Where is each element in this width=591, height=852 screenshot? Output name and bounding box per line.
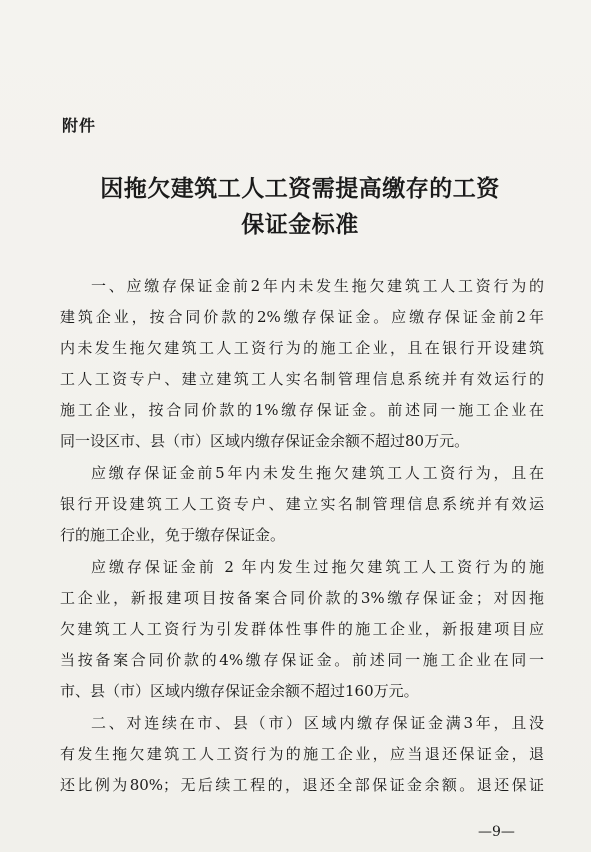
document-title-line-2: 保证金标准 <box>241 211 359 238</box>
paragraph-3-line-4: 当按备案合同价款的4%缴存保证金。前述同一施工企业在同一 <box>60 651 544 669</box>
paragraph-1-line-4: 工人工资专户、建立建筑工人实名制管理信息系统并有效运行的 <box>60 370 544 388</box>
paragraph-4-line-2: 有发生拖欠建筑工人工资行为的施工企业，应当退还保证金，退 <box>60 745 544 763</box>
paragraph-2-line-1: 应缴存保证金前5年内未发生拖欠建筑工人工资行为，且在 <box>91 464 544 482</box>
paragraph-1-line-3: 内未发生拖欠建筑工人工资行为的施工企业，且在银行开设建筑 <box>60 339 544 357</box>
paragraph-3-line-5: 市、县（市）区域内缴存保证金余额不超过160万元。 <box>60 682 419 700</box>
attachment-label: 附件 <box>62 116 97 135</box>
paragraph-2-line-3: 行的施工企业，免于缴存保证金。 <box>60 526 286 544</box>
paragraph-1-line-1: 一、应缴存保证金前2年内未发生拖欠建筑工人工资行为的 <box>91 277 544 295</box>
paragraph-3-line-3: 欠建筑工人工资行为引发群体性事件的施工企业，新报建项目应 <box>60 620 544 638</box>
paragraph-1-line-6: 同一设区市、县（市）区域内缴存保证金余额不超过80万元。 <box>60 432 470 450</box>
paragraph-3-line-2: 工企业，新报建项目按备案合同价款的3%缴存保证金；对因拖 <box>60 589 544 607</box>
paragraph-2-line-2: 银行开设建筑工人工资专户、建立实名制管理信息系统并有效运 <box>60 495 544 513</box>
page-number: —9— <box>478 824 515 840</box>
paragraph-4-line-1: 二、对连续在市、县（市）区域内缴存保证金满3年，且没 <box>91 714 544 732</box>
paragraph-4-line-3: 还比例为80%；无后续工程的，退还全部保证金余额。退还保证 <box>60 776 544 794</box>
document-title-line-1: 因拖欠建筑工人工资需提高缴存的工资 <box>100 175 500 202</box>
paragraph-1-line-2: 建筑企业，按合同价款的2%缴存保证金。应缴存保证金前2年 <box>60 308 544 326</box>
paragraph-3-line-1: 应缴存保证金前 2 年内发生过拖欠建筑工人工资行为的施 <box>91 558 544 576</box>
paragraph-1-line-5: 施工企业，按合同价款的1%缴存保证金。前述同一施工企业在 <box>60 401 544 419</box>
